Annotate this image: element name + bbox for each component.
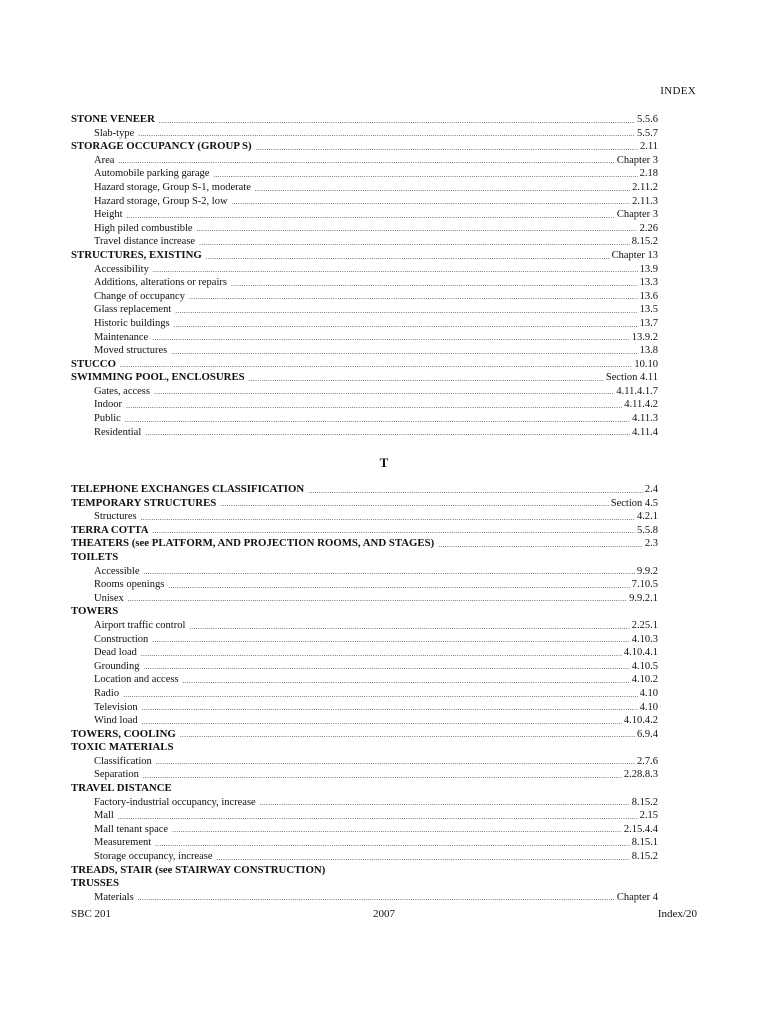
index-main-entry xyxy=(71,605,658,619)
entry-term: Additions, alterations or repairs xyxy=(94,277,227,289)
entry-term: THEATERS (see PLATFORM, AND PROJECTION ROOMS, AND STAGES) xyxy=(71,537,435,550)
entry-term: Glass replacement xyxy=(94,304,172,316)
index-main-entry xyxy=(71,551,658,565)
dot-leader xyxy=(118,812,638,823)
index-sub-entry xyxy=(71,426,658,440)
index-sub-entry xyxy=(71,127,658,141)
index-sub-entry xyxy=(71,592,658,606)
index-sub-entry xyxy=(71,303,658,317)
entry-term: Public xyxy=(94,413,121,425)
dot-leader xyxy=(256,143,638,154)
entry-term: Height xyxy=(94,209,123,221)
entry-term: STORAGE OCCUPANCY (GROUP S) xyxy=(71,140,252,153)
entry-term: TOILETS xyxy=(71,550,119,563)
entry-reference: 6.9.4 xyxy=(637,728,658,740)
dot-leader xyxy=(127,211,615,222)
entry-term: Rooms openings xyxy=(94,579,165,591)
entry-reference: 5.5.6 xyxy=(637,114,658,125)
dot-leader xyxy=(155,839,630,850)
entry-reference: Section 4.5 xyxy=(610,497,658,509)
index-sub-entry xyxy=(71,263,658,277)
entry-term: Area xyxy=(94,154,115,166)
dot-leader xyxy=(217,853,630,864)
dot-leader xyxy=(142,717,622,728)
dot-leader xyxy=(438,540,643,551)
index-sub-entry xyxy=(71,181,658,195)
dot-leader xyxy=(197,224,638,235)
dot-leader xyxy=(231,279,638,290)
entry-term: TOXIC MATERIALS xyxy=(71,741,174,754)
dot-leader xyxy=(168,581,629,592)
dot-leader xyxy=(126,401,622,412)
index-sub-entry xyxy=(71,398,658,412)
dot-leader xyxy=(232,197,631,208)
dot-leader xyxy=(123,690,638,701)
index-sub-entry xyxy=(71,290,658,304)
entry-reference: 5.5.8 xyxy=(637,524,658,536)
index-sub-entry xyxy=(71,619,658,633)
footer-code: SBC 201 xyxy=(71,908,112,920)
entry-term: TEMPORARY STRUCTURES xyxy=(71,496,217,509)
entry-term: Mall xyxy=(94,810,114,822)
entry-term: Classification xyxy=(94,755,152,767)
entry-reference: 4.11.4.2 xyxy=(624,399,658,411)
entry-reference: 2.15 xyxy=(639,810,658,822)
index-main-entry xyxy=(71,728,658,742)
index-main-entry xyxy=(71,782,658,796)
entry-term: Accessibility xyxy=(94,263,149,275)
entry-term: Storage occupancy, increase xyxy=(94,851,213,863)
index-sub-entry xyxy=(71,344,658,358)
entry-reference: 4.10.2 xyxy=(631,674,658,686)
entry-reference: 7.10.5 xyxy=(631,579,658,591)
entry-reference: 8.15.2 xyxy=(631,851,658,863)
entry-reference: 13.8 xyxy=(639,345,658,357)
entry-reference: 2.11.2 xyxy=(632,181,658,193)
entry-reference: 4.10 xyxy=(639,701,658,713)
index-section-t xyxy=(71,483,658,904)
index-sub-entry xyxy=(71,412,658,426)
dot-leader xyxy=(142,703,638,714)
entry-term: Radio xyxy=(94,687,120,699)
dot-leader xyxy=(143,567,635,578)
dot-leader xyxy=(174,320,638,331)
entry-reference: 9.9.2 xyxy=(637,565,658,577)
entry-reference: 5.5.7 xyxy=(637,127,658,139)
index-main-entry xyxy=(71,497,658,511)
dot-leader xyxy=(172,825,622,836)
page-header-title: INDEX xyxy=(660,85,696,97)
index-main-entry xyxy=(71,358,658,372)
index-sub-entry xyxy=(71,276,658,290)
index-main-entry xyxy=(71,864,658,878)
index-sub-entry xyxy=(71,154,658,168)
index-sub-entry xyxy=(71,714,658,728)
index-sub-entry xyxy=(71,331,658,345)
dot-leader xyxy=(180,730,635,741)
entry-term: Grounding xyxy=(94,660,140,672)
index-section-s xyxy=(71,113,658,439)
entry-term: Hazard storage, Group S-2, low xyxy=(94,195,228,207)
entry-term: Structures xyxy=(94,511,137,523)
dot-leader xyxy=(255,184,630,195)
dot-leader xyxy=(308,486,643,497)
entry-reference: 4.11.4.1.7 xyxy=(616,385,658,397)
entry-term: Maintenance xyxy=(94,331,149,343)
dot-leader xyxy=(143,771,622,782)
dot-leader xyxy=(220,499,608,510)
dot-leader xyxy=(159,116,635,127)
dot-leader xyxy=(156,757,635,768)
index-main-entry xyxy=(71,140,658,154)
index-sub-entry xyxy=(71,208,658,222)
entry-term: Travel distance increase xyxy=(94,236,196,248)
entry-reference: Section 4.11 xyxy=(605,372,658,384)
footer-page-number: Index/20 xyxy=(657,908,697,920)
index-main-entry xyxy=(71,249,658,263)
index-sub-entry xyxy=(71,701,658,715)
entry-reference: 4.10.3 xyxy=(631,633,658,645)
dot-leader xyxy=(189,622,629,633)
index-sub-entry xyxy=(71,385,658,399)
entry-term: TRUSSES xyxy=(71,877,120,890)
index-main-entry xyxy=(71,113,658,127)
index-sub-entry xyxy=(71,195,658,209)
entry-reference: Chapter 3 xyxy=(616,154,658,166)
dot-leader xyxy=(154,387,614,398)
index-sub-entry xyxy=(71,836,658,850)
entry-term: Television xyxy=(94,701,138,713)
entry-reference: 4.10.4.1 xyxy=(623,647,658,659)
entry-term: Wind load xyxy=(94,715,138,727)
index-main-entry xyxy=(71,524,658,538)
dot-leader xyxy=(171,347,637,358)
entry-reference: Chapter 3 xyxy=(616,209,658,221)
entry-reference: 10.10 xyxy=(634,358,658,370)
dot-leader xyxy=(141,649,622,660)
entry-reference: 13.5 xyxy=(639,304,658,316)
entry-term: TOWERS, COOLING xyxy=(71,727,176,740)
entry-term: STONE VENEER xyxy=(71,113,155,125)
index-sub-entry xyxy=(71,633,658,647)
entry-term: TELEPHONE EXCHANGES CLASSIFICATION xyxy=(71,483,305,495)
entry-term: TERRA COTTA xyxy=(71,523,149,536)
index-sub-entry xyxy=(71,809,658,823)
entry-term: Materials xyxy=(94,891,134,903)
entry-reference: 13.9.2 xyxy=(631,331,658,343)
dot-leader xyxy=(175,306,637,317)
dot-leader xyxy=(145,428,630,439)
index-sub-entry xyxy=(71,850,658,864)
index-sub-entry xyxy=(71,660,658,674)
dot-leader xyxy=(118,156,614,167)
dot-leader xyxy=(153,526,636,537)
index-sub-entry xyxy=(71,891,658,905)
entry-reference: Chapter 13 xyxy=(611,249,658,261)
entry-reference: 2.18 xyxy=(639,168,658,180)
entry-term: Slab-type xyxy=(94,127,135,139)
index-sub-entry xyxy=(71,510,658,524)
entry-term: TRAVEL DISTANCE xyxy=(71,782,172,795)
entry-term: Dead load xyxy=(94,647,137,659)
dot-leader xyxy=(128,594,627,605)
entry-reference: 8.15.2 xyxy=(631,796,658,808)
entry-reference: 13.9 xyxy=(639,263,658,275)
dot-leader xyxy=(120,360,632,371)
entry-reference: 13.7 xyxy=(639,317,658,329)
entry-reference: 13.3 xyxy=(639,277,658,289)
entry-term: Change of occupancy xyxy=(94,290,185,302)
entry-reference: 8.15.2 xyxy=(631,236,658,248)
entry-term: Airport traffic control xyxy=(94,619,186,631)
index-main-entry xyxy=(71,371,658,385)
entry-reference: 2.26 xyxy=(639,222,658,234)
dot-leader xyxy=(152,635,630,646)
dot-leader xyxy=(206,252,610,263)
entry-term: Factory-industrial occupancy, increase xyxy=(94,796,256,808)
dot-leader xyxy=(249,374,604,385)
index-sub-entry xyxy=(71,167,658,181)
entry-term: SWIMMING POOL, ENCLOSURES xyxy=(71,371,245,384)
entry-term: Moved structures xyxy=(94,345,168,357)
dot-leader xyxy=(144,662,630,673)
dot-leader xyxy=(213,170,637,181)
entry-term: High piled combustible xyxy=(94,222,193,234)
index-sub-entry xyxy=(71,578,658,592)
index-main-entry xyxy=(71,483,658,497)
dot-leader xyxy=(183,676,630,687)
footer-year: 2007 xyxy=(373,908,395,920)
index-sub-entry xyxy=(71,755,658,769)
entry-reference: 13.6 xyxy=(639,290,658,302)
index-sub-entry xyxy=(71,796,658,810)
entry-reference: 4.2.1 xyxy=(637,511,658,523)
entry-term: Construction xyxy=(94,633,149,645)
index-sub-entry xyxy=(71,565,658,579)
index-main-entry xyxy=(71,877,658,891)
dot-leader xyxy=(152,333,630,344)
entry-reference: 9.9.2.1 xyxy=(629,592,658,604)
entry-reference: 4.11.3 xyxy=(632,413,658,425)
dot-leader xyxy=(189,292,638,303)
section-letter-heading: T xyxy=(379,455,389,470)
entry-term: Mall tenant space xyxy=(94,823,169,835)
entry-term: Hazard storage, Group S-1, moderate xyxy=(94,181,251,193)
index-sub-entry xyxy=(71,222,658,236)
dot-leader xyxy=(125,415,630,426)
entry-term: Gates, access xyxy=(94,385,150,397)
entry-reference: 2.11 xyxy=(640,141,658,153)
dot-leader xyxy=(153,265,638,276)
index-sub-entry xyxy=(71,317,658,331)
index-sub-entry xyxy=(71,768,658,782)
entry-term: Unisex xyxy=(94,592,124,604)
entry-term: STRUCTURES, EXISTING xyxy=(71,248,202,261)
entry-term: Historic buildings xyxy=(94,317,170,329)
dot-leader xyxy=(138,893,615,904)
entry-reference: 8.15.1 xyxy=(631,837,658,849)
index-sub-entry xyxy=(71,235,658,249)
dot-leader xyxy=(138,129,635,140)
dot-leader xyxy=(199,238,630,249)
index-sub-entry xyxy=(71,646,658,660)
entry-reference: 2.7.6 xyxy=(637,755,658,767)
entry-reference: 4.10.4.2 xyxy=(623,715,658,727)
entry-reference: 2.4 xyxy=(644,484,658,495)
entry-term: Residential xyxy=(94,426,142,438)
entry-reference: 2.15.4.4 xyxy=(623,823,658,835)
entry-reference: 2.3 xyxy=(644,538,658,550)
index-sub-entry xyxy=(71,823,658,837)
entry-term: Indoor xyxy=(94,399,122,411)
entry-reference: 2.28.8.3 xyxy=(623,769,658,781)
entry-reference: 2.11.3 xyxy=(632,195,658,207)
entry-term: Accessible xyxy=(94,565,140,577)
index-sub-entry xyxy=(71,687,658,701)
dot-leader xyxy=(141,513,635,524)
entry-reference: 4.10 xyxy=(639,687,658,699)
entry-term: STUCCO xyxy=(71,357,116,370)
entry-term: Measurement xyxy=(94,837,152,849)
entry-reference: 2.25.1 xyxy=(631,619,658,631)
entry-reference: Chapter 4 xyxy=(616,891,658,903)
entry-term: TOWERS xyxy=(71,605,119,618)
entry-term: Location and access xyxy=(94,674,179,686)
entry-term: Separation xyxy=(94,769,139,781)
entry-term: Automobile parking garage xyxy=(94,168,210,180)
index-sub-entry xyxy=(71,673,658,687)
index-main-entry xyxy=(71,741,658,755)
dot-leader xyxy=(260,798,630,809)
index-main-entry xyxy=(71,537,658,551)
entry-reference: 4.10.5 xyxy=(631,660,658,672)
entry-reference: 4.11.4 xyxy=(632,426,658,438)
entry-term: TREADS, STAIR (see STAIRWAY CONSTRUCTION) xyxy=(71,863,326,876)
